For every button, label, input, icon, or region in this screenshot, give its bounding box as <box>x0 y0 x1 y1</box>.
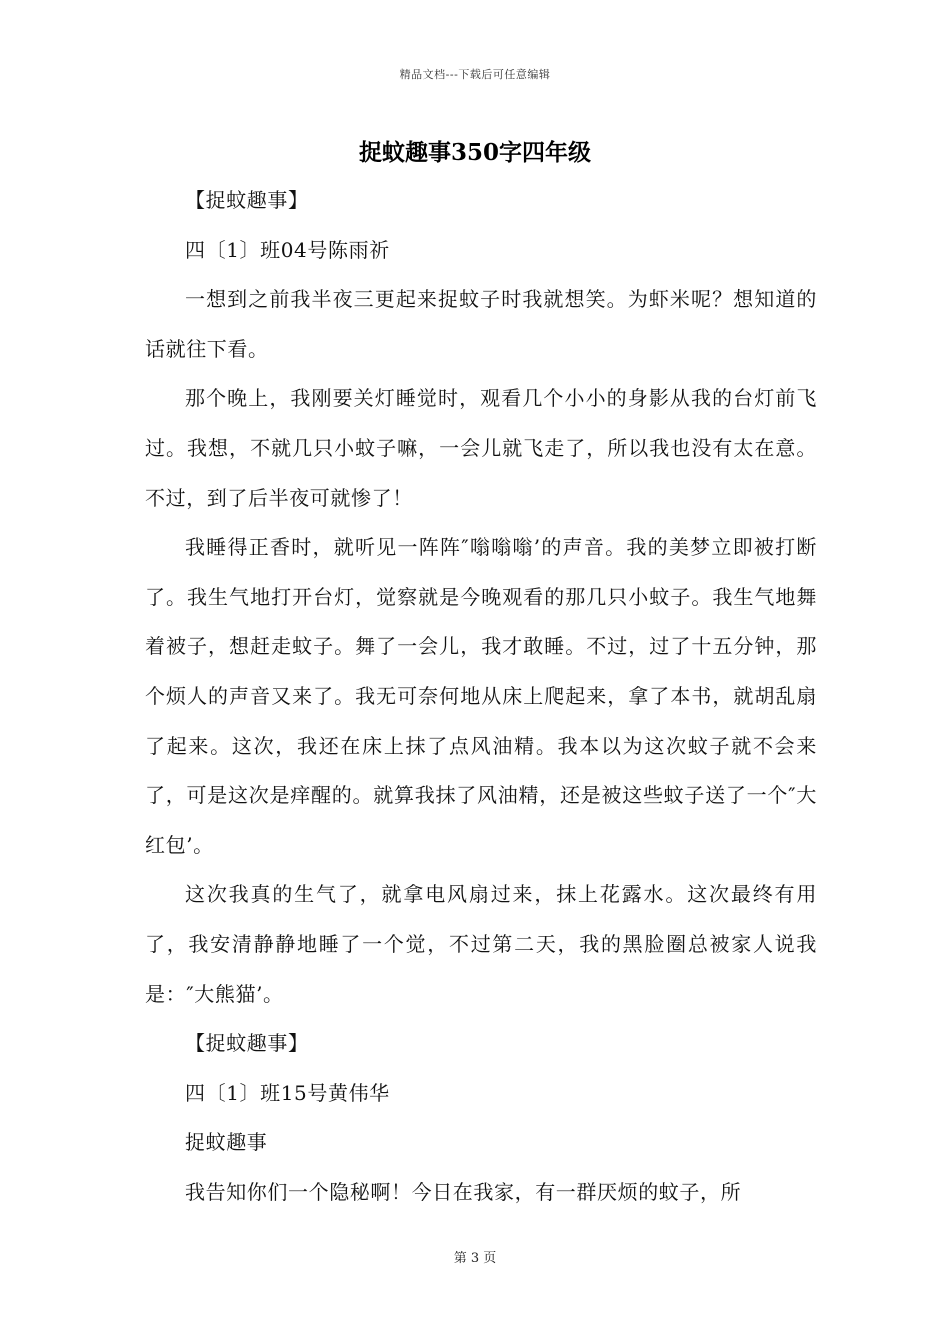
paragraph-section-heading-1: 【捉蚊趣事】 <box>185 188 309 212</box>
paragraph: 那个晚上，我刚要关灯睡觉时，观看几个小小的身影从我的台灯前飞过。我想，不就几只小蚊子嘛，一会儿就飞走了，所以我也没有太在意。不过，到了后半夜可就惨了！ <box>145 386 817 510</box>
paragraph-author-2: 四〔1〕班15号黄伟华 <box>185 1080 390 1105</box>
paragraph-author-1: 四〔1〕班04号陈雨祈 <box>185 237 390 262</box>
paragraph-section-heading-2: 【捉蚊趣事】 <box>185 1031 309 1056</box>
paragraph: 这次我真的生气了，就拿电风扇过来，抹上花露水。这次最终有用了，我安清静静地睡了一个觉，不过第二天，我的黑脸圈总被家人说我是：″大熊猫’。 <box>145 882 817 1006</box>
document-title: 捉蚊趣事350字四年级 <box>358 139 591 166</box>
paragraph: 一想到之前我半夜三更起来捉蚊子时我就想笑。为虾米呢？想知道的话就往下看。 <box>145 287 817 361</box>
page-header: 精品文档---下载后可任意编辑 <box>399 68 551 81</box>
paragraph-subtitle: 捉蚊趣事 <box>185 1130 268 1155</box>
page-footer: 第 3 页 <box>453 1251 497 1266</box>
paragraph: 我睡得正香时，就听见一阵阵″嗡嗡嗡’的声音。我的美梦立即被打断了。我生气地打开台灯，觉察就是今晚观看的那几只小蚊子。我生气地舞着被子，想赶走蚊子。舞了一会儿，我才敢睡。不过，过了十五分钟，那个烦人的声音又来了。我无可奈何地从床上爬起来，拿了本书，就胡乱扇了起来。这次，我还在床上抹了点风油精。我本以为这次蚊子就不会来了，可是这次是痒醒的。就算我抹了风油精，还是被这些蚊子送了一个″大红包’。 <box>145 535 817 857</box>
document-body <box>145 176 817 1217</box>
paragraph: 我告知你们一个隐秘啊！今日在我家，有一群厌烦的蚊子，所 <box>185 1179 742 1204</box>
